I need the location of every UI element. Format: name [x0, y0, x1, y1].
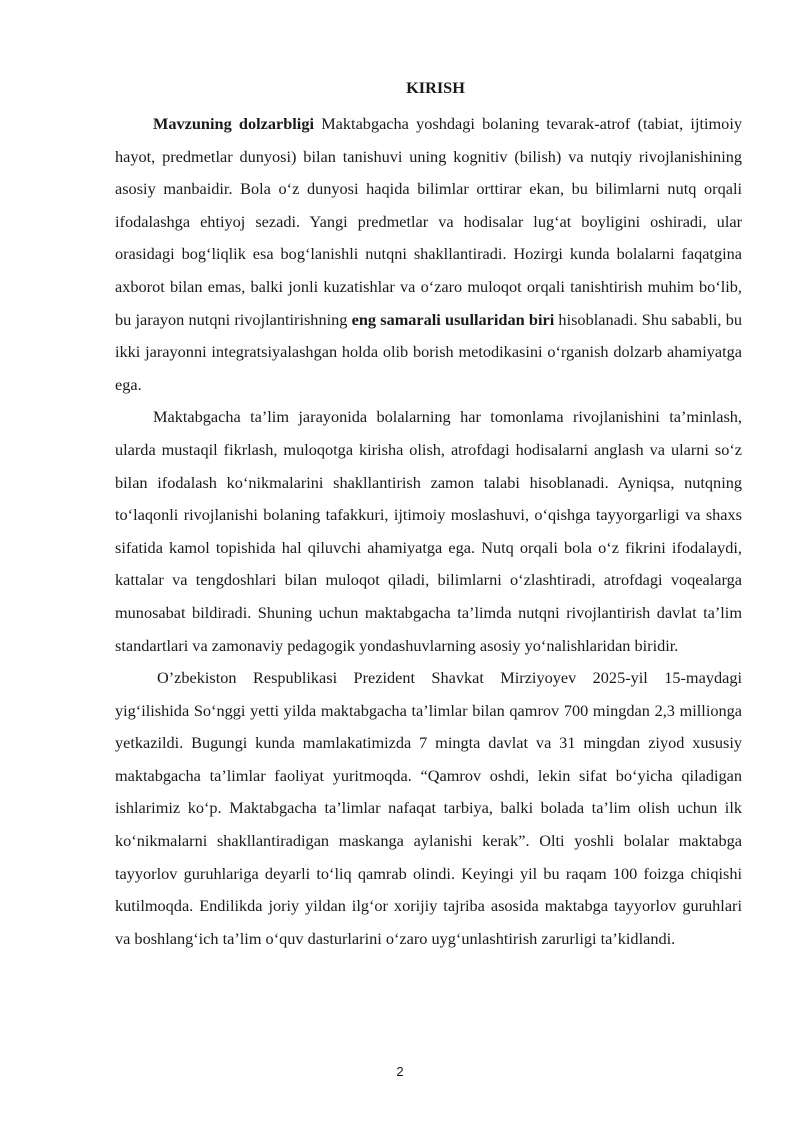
paragraph-relevance: [115, 108, 742, 401]
paragraph-president-meeting: O’zbekiston Respublikasi Prezident Shavkat Mirziyoyev 2025-yil 15-maydagi yig‘ilishida So‘nggi yetti yilda maktabgacha ta’limlar bilan qamrov 700 mingdan 2,3 millionga yetkazildi. Bugungi kunda mamlakatimizda 7 mingta davlat va 31 mingdan ziyod xususiy maktabgacha ta’limlar faoliyat yuritmoqda. “Qamrov oshdi, lekin sifat bo‘yicha qiladigan ishlarimiz ko‘p. Maktabgacha ta’limlar nafaqat tarbiya, balki bolada ta’lim olish uchun ilk ko‘nikmalarni shakllantiradigan maskanga aylanishi kerak”. Olti yoshli bolalar maktabga tayyorlov guruhlariga deyarli to‘liq qamrab olindi. Keyingi yil bu raqam 100 foizga chiqishi kutilmoqda. Endilikda joriy yildan ilg‘or xorijiy tajriba asosida maktabga tayyorlov guruhlari va boshlang‘ich ta’lim o‘quv dasturlarini o‘zaro uyg‘unlashtirish zarurligi ta’kidlandi.: [115, 668, 742, 948]
page-title: KIRISH: [406, 78, 465, 97]
inline-bold-phrase: eng samarali usullaridan biri: [351, 309, 555, 329]
paragraph-text: hisoblanadi. Shu sababli, bu ikki jarayonni integratsiyalashgan holda olib borish metodikasini o‘rganish dolzarb ahamiyatga ega.: [115, 309, 742, 394]
page-content: [115, 78, 742, 955]
page-number: 2: [396, 1064, 404, 1079]
paragraph-text: Maktabgacha yoshdagi bolaning tevarak-atrof (tabiat, ijtimoiy hayot, predmetlar dunyosi) bilan tanishuvi uning kognitiv (bilish) va nutqiy rivojlanishining asosiy manbaidir. Bola o‘z dunyosi haqida bilimlar orttirar ekan, bu bilimlarni nutq orqali ifodalashga ehtiyoj sezadi. Yangi predmetlar va hodisalar lug‘at boyligini oshiradi, ular orasidagi bog‘liqlik esa bog‘lanishli nutqni shakllantiradi. Hozirgi kunda bolalarni faqatgina axborot bilan emas, balki jonli kuzatishlar va o‘zaro muloqot orqali tanishtirish muhim bo‘lib, bu jarayon nutqni rivojlantirishning: [115, 114, 742, 329]
paragraph-development: Maktabgacha ta’lim jarayonida bolalarning har tomonlama rivojlanishini ta’minlash, ularda mustaqil fikrlash, muloqotga kirisha olish, atrofdagi hodisalarni anglash va ularni so‘z bilan ifodalash ko‘nikmalarini shakllantirish zamon talabi hisoblanadi. Ayniqsa, nutqning to‘laqonli rivojlanishi bolaning tafakkuri, ijtimoiy moslashuvi, o‘qishga tayyorgarligi va shaxs sifatida kamol topishida hal qiluvchi ahamiyatga ega. Nutq orqali bola o‘z fikrini ifodalaydi, kattalar va tengdoshlari bilan muloqot qiladi, bilimlarni o‘zlashtiradi, atrofdagi voqealarga munosabat bildiradi. Shuning uchun maktabgacha ta’limda nutqni rivojlantirish davlat ta’lim standartlari va zamonaviy pedagogik yondashuvlarning asosiy yo‘nalishlaridan biridir.: [115, 407, 742, 655]
lead-bold-phrase: Mavzuning dolzarbligi: [153, 114, 314, 133]
